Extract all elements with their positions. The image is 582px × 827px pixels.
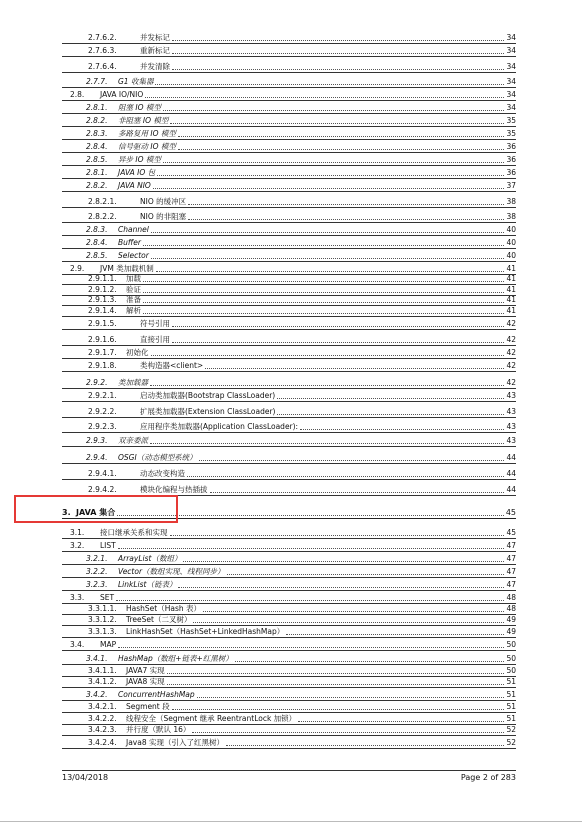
toc-entry-page: 41 bbox=[506, 306, 516, 315]
toc-entry-number: 3.4.2.2. bbox=[88, 714, 117, 723]
toc-entry[interactable] bbox=[0, 722, 582, 735]
toc-entry-number: 3.4. bbox=[70, 640, 85, 649]
toc-entry-page: 44 bbox=[506, 485, 516, 494]
toc-entry-title: 扩展类加载器(Extension ClassLoader) bbox=[140, 407, 276, 416]
toc-entry[interactable] bbox=[0, 624, 582, 637]
toc-leader-dots bbox=[155, 84, 504, 85]
toc-leader-dots bbox=[163, 162, 504, 163]
toc-leader-dots bbox=[172, 53, 504, 54]
toc-entry-number: 3.4.1.2. bbox=[88, 677, 117, 686]
toc-entry-page: 51 bbox=[506, 677, 516, 686]
toc-entry-number: 3.4.1. bbox=[86, 654, 108, 663]
toc-entry-page: 36 bbox=[506, 155, 516, 164]
toc-entry-number: 3.3.1.1. bbox=[88, 604, 117, 613]
toc-entry-page: 43 bbox=[506, 407, 516, 416]
toc-entry-number: 2.9.1.4. bbox=[88, 306, 117, 315]
toc-entry[interactable] bbox=[0, 165, 582, 178]
toc-entry[interactable] bbox=[0, 113, 582, 126]
toc-entry-page: 48 bbox=[506, 604, 516, 613]
toc-entry-number: 2.8.2. bbox=[86, 181, 108, 190]
toc-row-rule bbox=[62, 417, 516, 418]
toc-leader-dots bbox=[226, 745, 504, 746]
toc-leader-dots bbox=[172, 326, 504, 327]
toc-entry-number: 2.9.1.1. bbox=[88, 274, 117, 283]
toc-entry-title: SET bbox=[100, 593, 115, 602]
toc-entry-number: 3.4.2.1. bbox=[88, 702, 117, 711]
toc-entry-title: OSGI（动态模型系统） bbox=[118, 453, 197, 462]
toc-entry-number: 2.9.1.7. bbox=[88, 348, 117, 357]
toc-entry-page: 34 bbox=[506, 103, 516, 112]
toc-entry-page: 41 bbox=[506, 274, 516, 283]
toc-leader-dots bbox=[157, 175, 504, 176]
toc-entry-page: 34 bbox=[506, 62, 516, 71]
toc-entry-page: 49 bbox=[506, 627, 516, 636]
toc-entry-page: 34 bbox=[506, 77, 516, 86]
toc-entry-title: NIO 的非阻塞 bbox=[140, 212, 187, 221]
toc-leader-dots bbox=[172, 40, 504, 41]
toc-entry-number: 2.9.1.6. bbox=[88, 335, 117, 344]
toc-entry-page: 41 bbox=[506, 295, 516, 304]
toc-entry-page: 52 bbox=[506, 738, 516, 747]
toc-entry-page: 45 bbox=[505, 508, 516, 517]
toc-entry-title: 重新标记 bbox=[140, 46, 170, 55]
toc-entry-page: 42 bbox=[506, 319, 516, 328]
toc-entry-title: 多路复用 IO 模型 bbox=[118, 129, 176, 138]
toc-entry-page: 50 bbox=[506, 666, 516, 675]
toc-leader-dots bbox=[188, 204, 504, 205]
toc-entry[interactable] bbox=[0, 87, 582, 100]
toc-entry-title: 非阻塞 IO 模型 bbox=[118, 116, 169, 125]
toc-entry-number: 3.4.2.4. bbox=[88, 738, 117, 747]
toc-entry[interactable] bbox=[0, 100, 582, 113]
toc-entry[interactable] bbox=[0, 551, 582, 564]
toc-entry-number: 2.8.2.1. bbox=[88, 197, 117, 206]
toc-entry[interactable] bbox=[0, 222, 582, 235]
toc-entry-page: 44 bbox=[506, 469, 516, 478]
toc-entry-title: 线程安全（Segment 继承 ReentrantLock 加锁） bbox=[126, 714, 297, 723]
toc-entry-number: 2.9.3. bbox=[86, 436, 108, 445]
toc-leader-dots bbox=[178, 136, 504, 137]
toc-row-rule bbox=[62, 56, 516, 57]
toc-leader-dots bbox=[170, 123, 504, 124]
toc-leader-dots bbox=[163, 110, 504, 111]
toc-entry-page: 47 bbox=[506, 554, 516, 563]
toc-entry[interactable] bbox=[0, 126, 582, 139]
toc-leader-dots bbox=[227, 574, 504, 575]
toc-leader-dots bbox=[235, 661, 504, 662]
toc-entry[interactable] bbox=[0, 139, 582, 152]
toc-leader-dots bbox=[178, 149, 504, 150]
toc-entry[interactable] bbox=[0, 538, 582, 551]
toc-entry-title: 并行度（默认 16） bbox=[126, 725, 191, 734]
toc-leader-dots bbox=[205, 368, 504, 369]
toc-entry-title: 直接引用 bbox=[140, 335, 170, 344]
toc-entry-number: 2.9. bbox=[70, 264, 85, 273]
toc-entry-number: 3.3.1.3. bbox=[88, 627, 117, 636]
toc-entry-number: 2.9.1.5. bbox=[88, 319, 117, 328]
toc-entry-number: 3.3.1.2. bbox=[88, 615, 117, 624]
toc-entry-page: 51 bbox=[506, 690, 516, 699]
toc-entry-page: 52 bbox=[506, 725, 516, 734]
toc-entry-page: 40 bbox=[506, 238, 516, 247]
toc-leader-dots bbox=[145, 97, 504, 98]
toc-entry-number: 2.8.1. bbox=[86, 168, 108, 177]
toc-row-rule bbox=[62, 446, 516, 447]
toc-leader-dots bbox=[178, 587, 504, 588]
toc-entry-page: 34 bbox=[506, 33, 516, 42]
toc-entry[interactable] bbox=[0, 564, 582, 577]
toc-entry-number: 2.8.3. bbox=[86, 225, 108, 234]
toc-entry-title: HashSet（Hash 表） bbox=[126, 604, 201, 613]
toc-entry-title: 类构造器<client> bbox=[140, 361, 204, 370]
toc-entry-title: 准备 bbox=[126, 295, 141, 304]
toc-leader-dots bbox=[277, 398, 504, 399]
toc-entry-page: 38 bbox=[506, 212, 516, 221]
toc-entry-page: 36 bbox=[506, 168, 516, 177]
toc-entry-page: 34 bbox=[506, 46, 516, 55]
toc-entry-number: 2.9.4.2. bbox=[88, 485, 117, 494]
toc-entry-number: 3.4.2. bbox=[86, 690, 108, 699]
toc-leader-dots bbox=[300, 429, 504, 430]
toc-entry-page: 43 bbox=[506, 391, 516, 400]
toc-entry-title: 符号引用 bbox=[140, 319, 170, 328]
toc-row-rule bbox=[62, 207, 516, 208]
toc-entry-page: 44 bbox=[506, 453, 516, 462]
toc-leader-dots bbox=[193, 622, 504, 623]
toc-entry-title: JAVA 集合 bbox=[76, 508, 116, 517]
toc-entry-number: 2.8.4. bbox=[86, 142, 108, 151]
toc-entry-title: HashMap（数组+链表+红黑树） bbox=[118, 654, 233, 663]
toc-entry-number: 3.2. bbox=[70, 541, 85, 550]
toc-entry[interactable] bbox=[0, 248, 582, 261]
toc-entry[interactable] bbox=[0, 388, 582, 401]
toc-leader-dots bbox=[151, 258, 504, 259]
toc-entry-page: 47 bbox=[506, 541, 516, 550]
toc-entry-title: LIST bbox=[100, 541, 116, 550]
toc-entry-title: 验证 bbox=[126, 285, 141, 294]
toc-row-rule bbox=[62, 371, 516, 372]
toc-entry-page: 43 bbox=[506, 422, 516, 431]
toc-entry-title: 类加载器 bbox=[118, 378, 148, 387]
toc-entry-title: JAVA IO/NIO bbox=[100, 90, 144, 99]
toc-entry-title: JAVA7 实现 bbox=[126, 666, 165, 675]
toc-entry[interactable] bbox=[0, 735, 582, 748]
highlight-box bbox=[14, 495, 178, 523]
toc-entry-title: Channel bbox=[118, 225, 149, 234]
toc-entry-number: 2.9.2. bbox=[86, 378, 108, 387]
toc-leader-dots bbox=[210, 492, 504, 493]
toc-entry-number: 3.1. bbox=[70, 528, 85, 537]
toc-entry[interactable] bbox=[0, 235, 582, 248]
toc-entry-page: 40 bbox=[506, 251, 516, 260]
toc-entry-number: 2.8.4. bbox=[86, 238, 108, 247]
toc-entry[interactable] bbox=[0, 43, 582, 56]
toc-row-rule bbox=[62, 72, 516, 73]
toc-entry-number: 2.9.4. bbox=[86, 453, 108, 462]
toc-entry-title: 信号驱动 IO 模型 bbox=[118, 142, 176, 151]
toc-entry[interactable] bbox=[0, 194, 582, 207]
toc-entry-page: 42 bbox=[506, 348, 516, 357]
toc-entry[interactable] bbox=[0, 482, 582, 495]
footer-date: 13/04/2018 bbox=[62, 773, 109, 782]
toc-entry[interactable] bbox=[0, 419, 582, 432]
toc-entry-title: TreeSet（二叉树） bbox=[126, 615, 192, 624]
toc-entry-page: 48 bbox=[506, 593, 516, 602]
toc-entry-title: 初始化 bbox=[126, 348, 149, 357]
toc-entry-title: G1 收集器 bbox=[118, 77, 154, 86]
toc-leader-dots bbox=[187, 476, 504, 477]
toc-entry-page: 49 bbox=[506, 615, 516, 624]
toc-entry-number: 2.8. bbox=[70, 90, 85, 99]
toc-leader-dots bbox=[197, 697, 504, 698]
toc-leader-dots bbox=[118, 548, 504, 549]
toc-entry-page: 38 bbox=[506, 197, 516, 206]
toc-entry-page: 36 bbox=[506, 142, 516, 151]
toc-entry[interactable] bbox=[0, 450, 582, 463]
toc-entry[interactable] bbox=[0, 358, 582, 371]
toc-entry-number: 2.7.6.3. bbox=[88, 46, 117, 55]
toc-entry[interactable] bbox=[0, 59, 582, 72]
toc-leader-dots bbox=[153, 188, 504, 189]
toc-entry-page: 43 bbox=[506, 436, 516, 445]
toc-entry-page: 35 bbox=[506, 116, 516, 125]
toc-entry-title: Java8 实现（引入了红黑树） bbox=[126, 738, 224, 747]
toc-entry-number: 2.8.2. bbox=[86, 116, 108, 125]
toc-entry[interactable] bbox=[0, 674, 582, 687]
toc-entry-page: 50 bbox=[506, 640, 516, 649]
toc-leader-dots bbox=[150, 443, 504, 444]
footer-rule bbox=[62, 770, 516, 771]
toc-row-rule bbox=[62, 191, 516, 192]
toc-leader-dots bbox=[172, 709, 504, 710]
toc-entry[interactable] bbox=[0, 30, 582, 43]
toc-entry-title: ConcurrentHashMap bbox=[118, 690, 195, 699]
toc-entry-page: 37 bbox=[506, 181, 516, 190]
toc-entry-title: LinkHashSet（HashSet+LinkedHashMap） bbox=[126, 627, 285, 636]
toc-leader-dots bbox=[192, 732, 504, 733]
toc-entry-page: 47 bbox=[506, 580, 516, 589]
toc-entry[interactable] bbox=[0, 152, 582, 165]
toc-entry[interactable] bbox=[0, 316, 582, 329]
toc-entry-page: 51 bbox=[506, 702, 516, 711]
page-edge bbox=[0, 821, 582, 822]
toc-entry[interactable] bbox=[0, 345, 582, 358]
toc-entry[interactable] bbox=[0, 404, 582, 417]
toc-entry-title: 并发清除 bbox=[140, 62, 170, 71]
toc-entry-number: 2.9.1.8. bbox=[88, 361, 117, 370]
toc-entry[interactable] bbox=[0, 332, 582, 345]
toc-leader-dots bbox=[150, 385, 504, 386]
footer-page-label: Page 2 of 283 bbox=[460, 773, 516, 782]
toc-leader-dots bbox=[143, 245, 504, 246]
toc-entry-title: 应用程序类加载器(Application ClassLoader): bbox=[140, 422, 299, 431]
toc-entry-title: JAVA NIO bbox=[118, 181, 151, 190]
toc-entry-title: Buffer bbox=[118, 238, 142, 247]
toc-entry-number: 3.2.3. bbox=[86, 580, 108, 589]
toc-entry-number: 3.3. bbox=[70, 593, 85, 602]
toc-entry-number: 2.7.7. bbox=[86, 77, 108, 86]
toc-entry[interactable] bbox=[0, 74, 582, 87]
toc-entry-title: 模块化编程与热插拔 bbox=[140, 485, 208, 494]
toc-entry-title: NIO 的缓冲区 bbox=[140, 197, 187, 206]
toc-entry-page: 42 bbox=[506, 361, 516, 370]
toc-leader-dots bbox=[183, 561, 504, 562]
toc-leader-dots bbox=[151, 232, 504, 233]
toc-entry[interactable] bbox=[0, 433, 582, 446]
toc-entry-title: Vector（数组实现、线程同步） bbox=[118, 567, 225, 576]
toc-entry-number: 2.8.1. bbox=[86, 103, 108, 112]
toc-entry-title: ArrayList（数组） bbox=[118, 554, 182, 563]
toc-entry-page: 47 bbox=[506, 567, 516, 576]
toc-entry-title: JVM 类加载机制 bbox=[100, 264, 154, 273]
toc-entry-title: LinkList（链表） bbox=[118, 580, 177, 589]
toc-row-rule bbox=[62, 329, 516, 330]
toc-entry-title: 阻塞 IO 模型 bbox=[118, 103, 161, 112]
toc-entry-page: 50 bbox=[506, 654, 516, 663]
toc-leader-dots bbox=[286, 634, 504, 635]
toc-row-rule bbox=[62, 479, 516, 480]
toc-entry[interactable] bbox=[0, 303, 582, 316]
toc-entry[interactable] bbox=[0, 466, 582, 479]
toc-entry[interactable] bbox=[0, 178, 582, 191]
toc-entry-title: 启动类加载器(Bootstrap ClassLoader) bbox=[140, 391, 276, 400]
toc-entry-number: 3. bbox=[62, 508, 71, 517]
toc-entry[interactable] bbox=[0, 577, 582, 590]
toc-row-rule bbox=[62, 401, 516, 402]
toc-leader-dots bbox=[172, 69, 504, 70]
toc-entry-number: 2.8.5. bbox=[86, 251, 108, 260]
toc-entry-page: 42 bbox=[506, 335, 516, 344]
toc-entry-title: 双亲委派 bbox=[118, 436, 148, 445]
toc-entry-title: 异步 IO 模型 bbox=[118, 155, 161, 164]
toc-entry-page: 45 bbox=[506, 528, 516, 537]
toc-entry-number: 3.4.1.1. bbox=[88, 666, 117, 675]
toc-entry-title: 加载 bbox=[126, 274, 141, 283]
toc-entry-page: 41 bbox=[506, 264, 516, 273]
toc-entry-number: 2.8.3. bbox=[86, 129, 108, 138]
toc-leader-dots bbox=[172, 342, 504, 343]
toc-entry-number: 2.8.5. bbox=[86, 155, 108, 164]
toc-entry-number: 3.4.2.3. bbox=[88, 725, 117, 734]
toc-entry-page: 51 bbox=[506, 714, 516, 723]
toc-entry[interactable] bbox=[0, 209, 582, 222]
toc-entry-page: 41 bbox=[506, 285, 516, 294]
toc-entry-number: 2.9.2.1. bbox=[88, 391, 117, 400]
toc-entry-page: 34 bbox=[506, 90, 516, 99]
toc-entry-title: Segment 段 bbox=[126, 702, 170, 711]
toc-entry-number: 3.2.2. bbox=[86, 567, 108, 576]
toc-entry-number: 2.9.4.1. bbox=[88, 469, 117, 478]
toc-entry-title: Selector bbox=[118, 251, 149, 260]
toc-entry-number: 2.9.2.2. bbox=[88, 407, 117, 416]
toc-leader-dots bbox=[170, 535, 504, 536]
toc-leader-dots bbox=[199, 460, 504, 461]
toc-entry-title: 解析 bbox=[126, 306, 141, 315]
toc-entry-page: 35 bbox=[506, 129, 516, 138]
toc-entry-title: 接口继承关系和实现 bbox=[100, 528, 168, 537]
toc-entry-title: 并发标记 bbox=[140, 33, 170, 42]
toc-entry-number: 2.7.6.4. bbox=[88, 62, 117, 71]
toc-entry-title: 动态改变构造 bbox=[140, 469, 185, 478]
toc-entry[interactable] bbox=[0, 375, 582, 388]
toc-leader-dots bbox=[151, 355, 504, 356]
toc-entry-number: 2.9.1.3. bbox=[88, 295, 117, 304]
toc-leader-dots bbox=[188, 219, 504, 220]
toc-leader-dots bbox=[118, 647, 504, 648]
toc-entry[interactable] bbox=[0, 637, 582, 650]
toc-row-rule bbox=[62, 748, 516, 749]
toc-row-rule bbox=[62, 463, 516, 464]
toc-leader-dots bbox=[143, 313, 504, 314]
toc-leader-dots bbox=[167, 684, 504, 685]
toc-entry-number: 2.8.2.2. bbox=[88, 212, 117, 221]
toc-entry-title: JAVA8 实现 bbox=[126, 677, 165, 686]
toc-leader-dots bbox=[277, 414, 504, 415]
toc-entry-number: 2.9.1.2. bbox=[88, 285, 117, 294]
toc-entry-number: 2.9.2.3. bbox=[88, 422, 117, 431]
toc-entry-number: 3.2.1. bbox=[86, 554, 108, 563]
toc-entry-page: 40 bbox=[506, 225, 516, 234]
toc-entry-page: 42 bbox=[506, 378, 516, 387]
toc-entry[interactable] bbox=[0, 525, 582, 538]
toc-entry-number: 2.7.6.2. bbox=[88, 33, 117, 42]
toc-entry-title: MAP bbox=[100, 640, 117, 649]
toc-entry-title: JAVA IO 包 bbox=[118, 168, 156, 177]
